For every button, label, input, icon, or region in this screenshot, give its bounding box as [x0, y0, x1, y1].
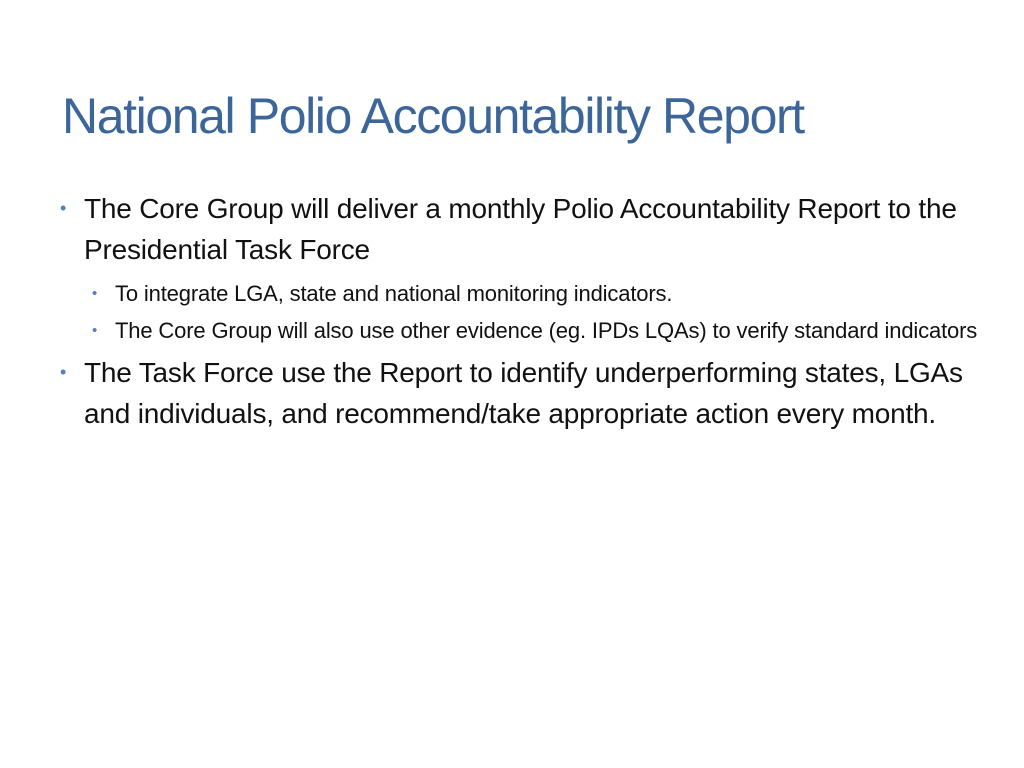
- bullet-text: The Core Group will deliver a monthly Polio Accountability Report to the Presidential Task Force: [84, 193, 957, 265]
- sub-bullet-text: To integrate LGA, state and national monitoring indicators.: [115, 281, 673, 306]
- sub-bullet-point: [92, 276, 980, 311]
- sub-bullet-icon: •: [92, 322, 98, 339]
- sub-bullet-icon: •: [92, 285, 98, 302]
- bullet-point: [60, 188, 980, 348]
- sub-bullet-text: The Core Group will also use other evidence (eg. IPDs LQAs) to verify standard indicators: [115, 318, 978, 343]
- bullet-text: The Task Force use the Report to identify underperforming states, LGAs and individuals, and recommend/take appropriate action every month.: [84, 357, 963, 429]
- sub-bullet-point: [92, 313, 980, 348]
- bullet-icon: •: [60, 362, 67, 382]
- bullet-icon: •: [60, 198, 67, 218]
- sub-bullet-list: [84, 276, 980, 348]
- bullet-list: [60, 188, 980, 434]
- bullet-point: [60, 352, 980, 434]
- slide-title: National Polio Accountability Report: [62, 88, 804, 144]
